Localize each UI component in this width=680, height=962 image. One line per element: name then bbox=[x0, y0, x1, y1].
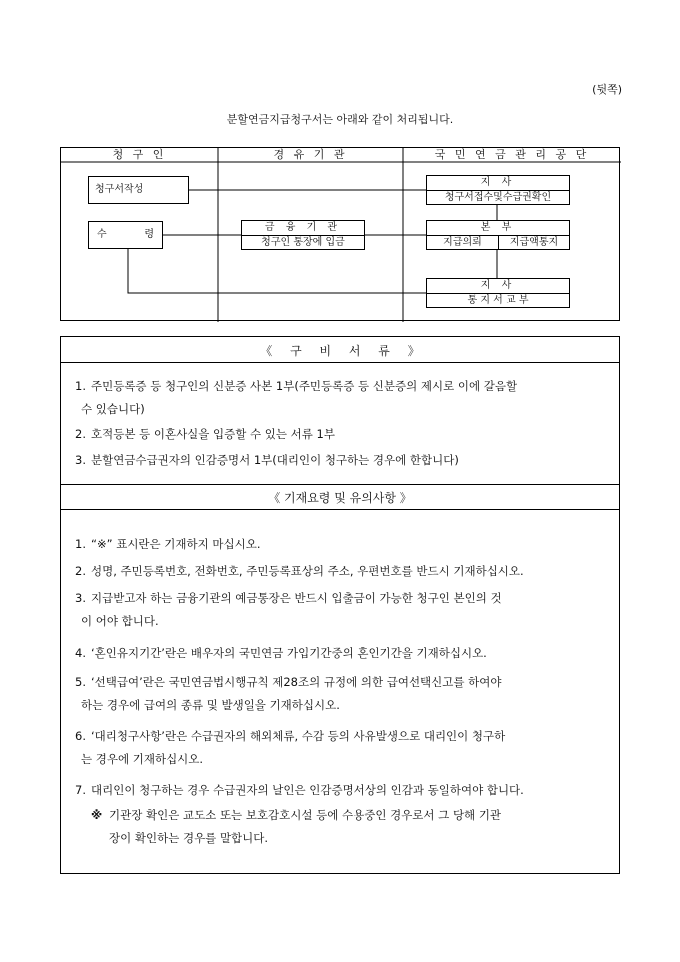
document-item bbox=[75, 449, 605, 472]
item-number: 2. bbox=[75, 427, 86, 441]
branch2-title: 지 사 bbox=[427, 279, 569, 294]
note-item bbox=[75, 587, 605, 633]
branch-receipt-box bbox=[426, 175, 570, 205]
connector-receive-branch2 bbox=[128, 249, 426, 293]
branch-notice-box bbox=[426, 278, 570, 308]
bank-box bbox=[241, 220, 365, 250]
note-item bbox=[75, 779, 605, 802]
notes-title: 《 기재요령 및 유의사항 》 bbox=[268, 491, 412, 505]
footnote bbox=[91, 804, 605, 850]
receive-label: 수 령 bbox=[97, 229, 154, 240]
bank-title: 금 융 기 관 bbox=[242, 221, 364, 236]
item-text-cont: 는 경우에 기재하십시오. bbox=[81, 752, 204, 766]
notes-top-divider bbox=[61, 484, 619, 485]
footnote-text: 기관장 확인은 교도소 또는 보호감호시설 등에 수용중인 경우로서 그 당해 기관 bbox=[109, 808, 502, 822]
item-text-cont: 이 어야 합니다. bbox=[81, 614, 159, 628]
claim-writing-label: 청구서작성 bbox=[95, 184, 144, 195]
document-item bbox=[75, 423, 605, 446]
page-side-label: (뒷쪽) bbox=[592, 83, 622, 96]
note-item bbox=[75, 671, 605, 717]
footnote-text-cont: 장이 확인하는 경우를 말합니다. bbox=[109, 831, 269, 845]
note-item bbox=[75, 560, 605, 583]
bank-desc: 청구인 통장에 입금 bbox=[261, 237, 345, 248]
headquarters-box bbox=[426, 220, 570, 250]
headquarters-title: 본 부 bbox=[427, 221, 569, 236]
notes-title-divider bbox=[61, 509, 619, 510]
item-number: 5. bbox=[75, 675, 86, 689]
item-text: ‘혼인유지기간’란은 배우자의 국민연금 가입기간중의 혼인기간을 기재하십시오. bbox=[91, 646, 487, 660]
claim-writing-box bbox=[88, 176, 189, 204]
intro-text: 분할연금지급청구서는 아래와 같이 처리됩니다. bbox=[226, 113, 454, 126]
process-flow-diagram bbox=[60, 147, 620, 321]
note-item bbox=[75, 533, 605, 556]
item-text: 지급받고자 하는 금융기관의 예금통장은 반드시 입출금이 가능한 청구인 본인의 것 bbox=[91, 591, 502, 605]
headquarters-actions bbox=[427, 236, 569, 250]
item-text-cont: 하는 경우에 급여의 종류 및 발생일을 기재하십시오. bbox=[81, 698, 340, 712]
item-text: 성명, 주민등록번호, 전화번호, 주민등록표상의 주소, 우편번호를 반드시 기재하십시오. bbox=[91, 564, 524, 578]
col-header-nps: 국 민 연 금 관 리 공 단 bbox=[434, 148, 590, 161]
note-item bbox=[75, 642, 605, 665]
note-item bbox=[75, 725, 605, 771]
item-number: 4. bbox=[75, 646, 86, 660]
payment-request-label: 지급의뢰 bbox=[443, 237, 482, 248]
footnote-mark: ※ bbox=[91, 808, 103, 822]
col-header-relay-agency: 경 유 기 관 bbox=[273, 148, 348, 161]
item-text: 주민등록증 등 청구인의 신분증 사본 1부(주민등록증 등 신분증의 제시로 이에 갈음할 bbox=[91, 379, 518, 393]
documents-title-divider bbox=[61, 362, 619, 363]
item-number: 6. bbox=[75, 729, 86, 743]
item-text: 대리인이 청구하는 경우 수급권자의 날인은 인감증명서상의 인감과 동일하여야 합니다. bbox=[91, 783, 524, 797]
item-number: 7. bbox=[75, 783, 86, 797]
document-item bbox=[75, 375, 605, 421]
item-text: 호적등본 등 이혼사실을 입증할 수 있는 서류 1부 bbox=[91, 427, 335, 441]
branch-title: 지 사 bbox=[427, 176, 569, 191]
item-number: 2. bbox=[75, 564, 86, 578]
documents-and-notes-box bbox=[60, 336, 620, 874]
item-text: ‘선택급여’란은 국민연금법시행규칙 제28조의 규정에 의한 급여선택신고를 하여야 bbox=[91, 675, 502, 689]
receive-box bbox=[88, 221, 163, 249]
item-number: 3. bbox=[75, 591, 86, 605]
branch-notice-desc: 통 지 서 교 부 bbox=[467, 295, 529, 306]
item-text: “※” 표시란은 기재하지 마십시오. bbox=[91, 537, 261, 551]
item-text-cont: 수 있습니다) bbox=[81, 402, 145, 416]
item-text: ‘대리청구사항’란은 수급권자의 해외체류, 수감 등의 사유발생으로 대리인이 청구하 bbox=[91, 729, 506, 743]
col-header-claimant: 청 구 인 bbox=[112, 148, 167, 161]
item-number: 3. bbox=[75, 453, 86, 467]
item-text: 분할연금수급권자의 인감증명서 1부(대리인이 청구하는 경우에 한합니다) bbox=[91, 453, 459, 467]
documents-title: 《 구 비 서 류 》 bbox=[260, 344, 420, 358]
payment-notice-label: 지급액통지 bbox=[498, 236, 569, 250]
branch-receipt-desc: 청구서접수및수급권확인 bbox=[444, 192, 552, 203]
item-number: 1. bbox=[75, 379, 86, 393]
item-number: 1. bbox=[75, 537, 86, 551]
